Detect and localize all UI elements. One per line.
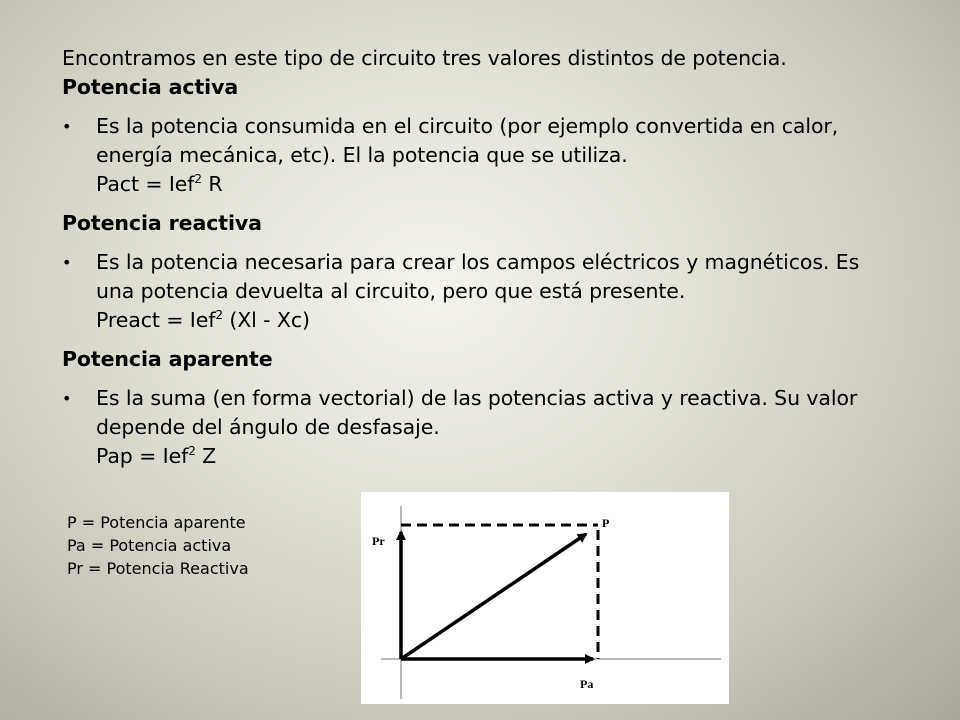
power-triangle-svg — [361, 492, 729, 704]
formula-pact: Pact = Ief$^2$ R — [96, 172, 223, 196]
exponent: 2 — [215, 308, 223, 323]
legend-item-p: P = Potencia aparente — [67, 513, 246, 532]
legend-item-pr: Pr = Potencia Reactiva — [67, 559, 249, 578]
legend-item-pa: Pa = Potencia activa — [67, 536, 232, 555]
label-pr: Pr — [372, 534, 385, 548]
description-line: Es la potencia consumida en el circuito (por ejemplo convertida en calor, — [96, 114, 839, 138]
description-line: depende del ángulo de desfasaje. — [96, 415, 440, 439]
bullet-potencia-reactiva — [62, 248, 912, 335]
description-line: una potencia devuelta al circuito, pero que está presente. — [96, 279, 686, 303]
formula-preact: Preact = Ief$^2$ (Xl - Xc) — [96, 308, 310, 332]
label-pa: Pa — [580, 677, 594, 691]
heading-potencia-reactiva: Potencia reactiva — [62, 211, 262, 235]
slide-body — [62, 44, 912, 471]
exponent: 2 — [194, 172, 202, 187]
description-line: Es la potencia necesaria para crear los campos eléctricos y magnéticos. Es — [96, 250, 860, 274]
power-triangle-diagram — [361, 492, 729, 704]
description-line: Es la suma (en forma vectorial) de las potencias activa y reactiva. Su valor — [96, 386, 858, 410]
bullet-potencia-activa — [62, 112, 912, 199]
intro-text: Encontramos en este tipo de circuito tres valores distintos de potencia. — [62, 46, 787, 70]
bullet-icon: • — [62, 117, 72, 136]
bullet-icon: • — [62, 389, 72, 408]
heading-potencia-activa: Potencia activa — [62, 75, 239, 99]
bullet-potencia-aparente — [62, 384, 912, 471]
p-vector — [401, 534, 586, 659]
formula-pap: Pap = Ief$^2$ Z — [96, 444, 217, 468]
label-p: P — [602, 516, 610, 530]
bullet-icon: • — [62, 253, 72, 272]
description-line: energía mecánica, etc). El la potencia que se utiliza. — [96, 143, 628, 167]
exponent: 2 — [188, 444, 196, 459]
legend — [67, 511, 249, 580]
heading-potencia-aparente: Potencia aparente — [62, 347, 273, 371]
